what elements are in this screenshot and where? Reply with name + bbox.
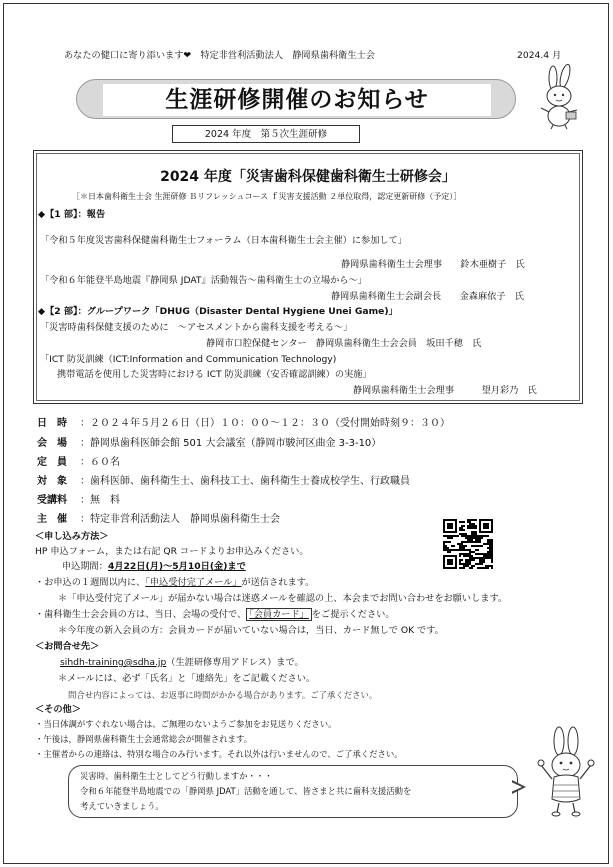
- other-heading: ＜その他＞: [35, 704, 81, 715]
- talk3-speaker: 静岡市口腔保健センター 静岡県歯科衛生士会会員 坂田千穂 氏: [206, 338, 482, 349]
- apply-line3-b: 「申込受付完了メール」: [145, 577, 242, 588]
- bubble-line1: 災害時、歯科衛生士としてどう行動しますか・・・: [80, 771, 273, 781]
- host-value: ：特定非営利活動法人 静岡県歯科衛生士会: [80, 514, 280, 525]
- talk1-speaker: 静岡県歯科衛生士会理事 鈴木亜樹子 氏: [341, 259, 525, 270]
- contact-note1: ＊メールには、必ず「氏名」と「連絡先」をご記載ください。: [58, 673, 316, 684]
- apply-line6: ＊今年度の新入会員の方：会員カードが届いていない場合は，当日、カード無しで OK です。: [58, 625, 444, 636]
- rabbit-mascot-icon: [535, 725, 597, 817]
- target-label: 対 象: [37, 476, 67, 487]
- program-note: ［＊日本歯科衛生士会 生涯研修 Ｂリフレッシュコース ｆ災害支援活動 ２単位取得，認定更新研修（予定）］: [72, 192, 462, 201]
- bubble-line3: 考えていきましょう。: [80, 801, 164, 811]
- venue-value: ：静岡県歯科医師会館 501 大会議室（静岡市駿河区曲金 3-3-10）: [80, 438, 382, 449]
- talk4-sub: 携帯電話を使用した災害時における ICT 防災訓練（安否確認訓練）の実施」: [57, 369, 372, 380]
- talk1-title: 「令和５年度災害歯科保健歯科衛生士フォーラム（日本歯科衛生士会主催）に参加して」: [40, 235, 407, 246]
- title-banner: [76, 79, 516, 119]
- capacity-value: ：６０名: [80, 457, 120, 468]
- apply-line1: HP 申込フォーム，または右記 QR コードよりお申込みください。: [35, 546, 309, 557]
- member-card-label: 「会員カード」: [246, 608, 312, 621]
- apply-heading: ＜申し込み方法＞: [35, 531, 109, 542]
- apply-line5-a: ・歯科衛生士会会員の方は、当日、会場の受付で、: [35, 609, 247, 620]
- subtitle: 2024 年度 第５次生涯研修: [172, 125, 360, 143]
- contact-email-link[interactable]: sihdh-training@sdha.jp: [60, 657, 167, 668]
- apply-period-label: 申込期間：: [62, 561, 108, 572]
- program-title: 2024 年度「災害歯科保健歯科衛生士研修会」: [160, 169, 456, 185]
- apply-line5-c: をご提示ください。: [311, 609, 395, 620]
- apply-line5: [35, 609, 395, 621]
- host-label: 主 催: [37, 514, 67, 525]
- part2-heading: ◆【2 部】：グループワーク「DHUG（Disaster Dental Hygiene Unei Game)」: [38, 306, 398, 317]
- apply-period: [62, 561, 246, 573]
- datetime-value: ：２０２４年５月２６日（日）１０：００～１２：３０（受付開始時刻９：３０）: [80, 418, 450, 429]
- page-title: 生涯研修開催のお知らせ: [103, 84, 491, 116]
- header-date: 2024.4 月: [517, 50, 562, 61]
- fee-value: ：無 料: [80, 495, 120, 506]
- contact-note2: 問合せ内容によっては、お返事に時間がかかる場合があります。ご了承ください。: [68, 690, 378, 700]
- fee-label: 受講料: [37, 495, 67, 506]
- apply-line3-c: が送信されます。: [241, 577, 315, 588]
- venue-label: 会 場: [37, 438, 67, 449]
- talk4-title: 「ICT 防災訓練（ICT:Information and Communication Technology): [40, 354, 337, 365]
- target-value: ：歯科医師、歯科衛生士、歯科技工士、歯科衛生士養成校学生、行政職員: [80, 476, 410, 487]
- datetime-label: 日 時: [37, 418, 67, 429]
- other-line2: ・午後は，静岡県歯科衛生士会通常総会が開催されます。: [35, 734, 253, 744]
- header-tagline: あなたの健口に寄り添います❤ 特定非営利活動法人 静岡県歯科衛生士会: [64, 50, 375, 61]
- apply-period-value: 4月22日(月)～5月10日(金)まで: [107, 561, 246, 572]
- other-line3: ・主催者からの連絡は、特別な場合のみ行います。それ以外は行いませんので、ご了承ください。: [35, 749, 403, 759]
- contact-email-line: [60, 657, 304, 669]
- apply-line3-a: ・お申込の１週間以内に、: [35, 577, 146, 588]
- rabbit-mascot-icon: [533, 64, 585, 130]
- contact-email-note: （生涯研修専用アドレス）まで。: [166, 657, 304, 668]
- talk2-speaker: 静岡県歯科衛生士会副会長 金森麻依子 氏: [331, 291, 524, 302]
- talk3-title: 「災害時歯科保健支援のために ～アセスメントから歯科支援を考える～」: [40, 322, 353, 333]
- talk4-speaker: 静岡県歯科衛生士会理事 望月彩乃 氏: [353, 385, 537, 396]
- apply-line4: ＊「申込受付完了メール」が届かない場合は迷惑メールを確認の上、本会までお問い合わせをお願いします。: [58, 593, 508, 604]
- bubble-line2: 令和６年能登半島地震での「静岡県 JDAT」活動を通して、皆さまと共に歯科支援活動を: [80, 786, 412, 796]
- capacity-label: 定 員: [37, 457, 67, 468]
- qr-code-icon[interactable]: [443, 519, 493, 569]
- other-line1: ・当日体調がすぐれない場合は、ご無理のないようご参加をお見送りください。: [35, 719, 337, 729]
- contact-heading: ＜お問合せ先＞: [35, 641, 100, 652]
- talk2-title: 「令和６年能登半島地震『静岡県 JDAT』活動報告～歯科衛生士の立場から～」: [40, 275, 367, 286]
- part1-heading: ◆【1 部】：報告: [38, 209, 106, 220]
- apply-line3: [35, 577, 314, 589]
